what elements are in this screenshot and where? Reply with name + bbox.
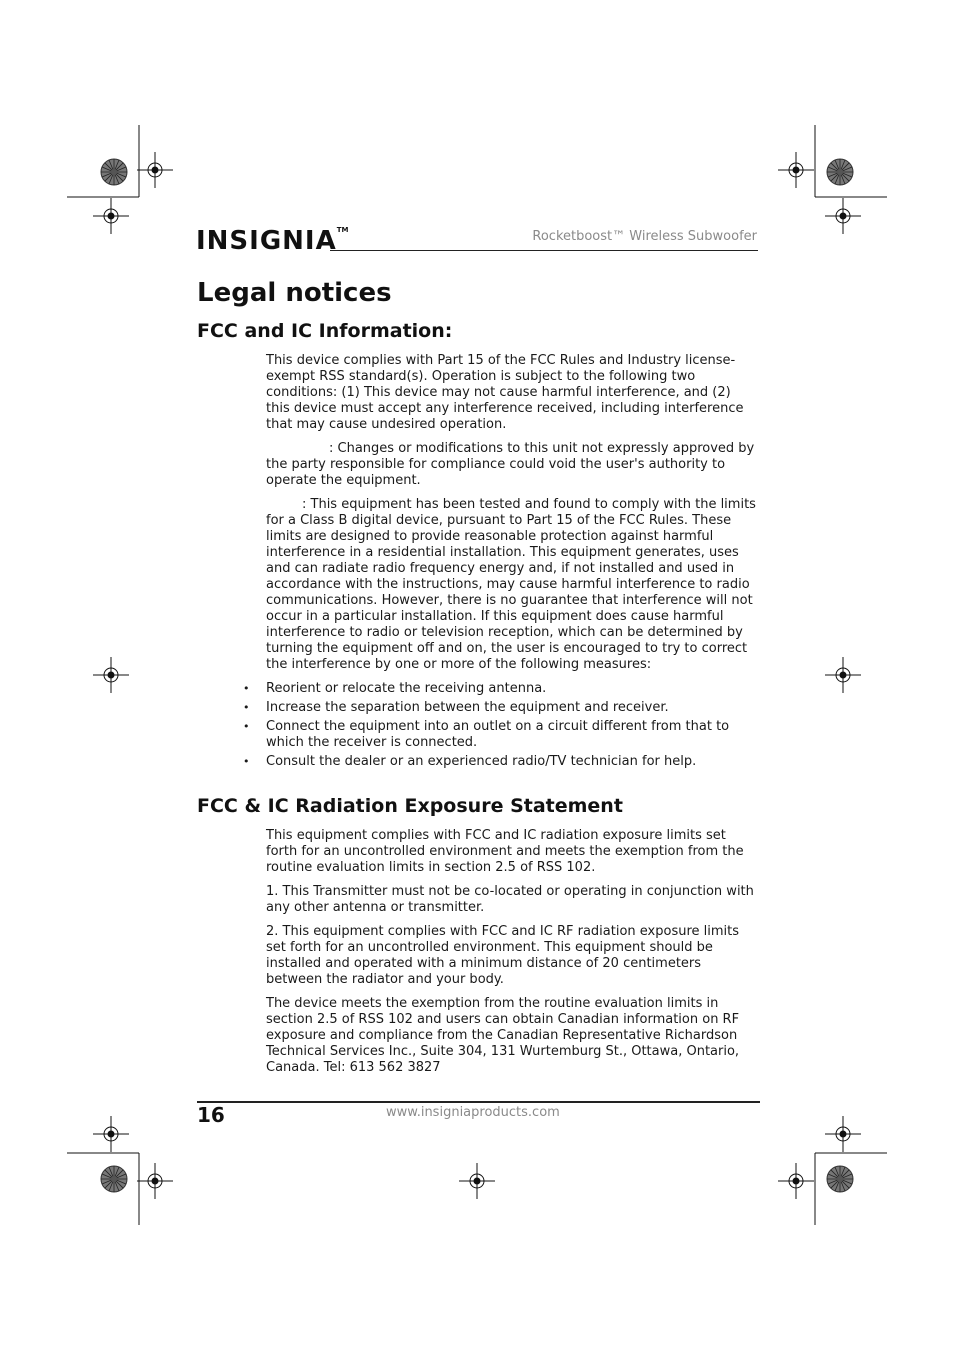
color-wheel-icon bbox=[101, 1166, 127, 1192]
paragraph-text: : Changes or modifications to this unit not expressly approved by the party responsible for compliance could void the user's authority to operate the equipment. bbox=[266, 441, 755, 488]
registration-mark-icon bbox=[778, 1163, 814, 1199]
registration-mark-icon bbox=[137, 1163, 173, 1199]
list-item: • Reorient or relocate the receiving antenna. bbox=[266, 681, 756, 697]
paragraph: 1. This Transmitter must not be co-located or operating in conjunction with any other antenna or transmitter. bbox=[266, 884, 754, 915]
paragraph: This device complies with Part 15 of the FCC Rules and Industry license-exempt RSS standard(s). Operation is subject to the following two conditions: (1) This device may not cause harmful interference, and (2) this device must accept any interference received, including interference that may cause undesired operation. bbox=[266, 353, 744, 432]
list-item: • Consult the dealer or an experienced radio/TV technician for help. bbox=[266, 754, 756, 770]
paragraph: 2. This equipment complies with FCC and IC RF radiation exposure limits set forth for an uncontrolled environment. This equipment should be installed and operated with a minimum distance of 20 centimeters between the radiator and your body. bbox=[266, 924, 740, 987]
logo-text: INSIGNIA bbox=[196, 226, 337, 256]
registration-mark-icon bbox=[459, 1163, 495, 1199]
section-heading-fcc-ic-information: FCC and IC Information: bbox=[197, 320, 453, 342]
paragraph: This equipment complies with FCC and IC radiation exposure limits set forth for an uncontrolled environment and meets the exemption from the routine evaluation limits in section 2.5 of RSS 102. bbox=[266, 828, 744, 875]
registration-mark-icon bbox=[825, 198, 861, 234]
color-wheel-icon bbox=[827, 1166, 853, 1192]
paragraph-text: : This equipment has been tested and found to comply with the limits for a Class B digital device, pursuant to Part 15 of the FCC Rules. These limits are designed to provide reasonable protection against harmful interference in a residential installation. This equipment generates, uses and can radiate radio frequency energy and, if not installed and used in accordance with the instructions, may cause harmful interference to radio communications. However, there is no guarantee that interference will not occur in a particular installation. If this equipment does cause harmful interference to radio or television reception, which can be determined by turning the equipment off and on, the user is encouraged to try to correct the interference by one or more of the following measures: bbox=[266, 497, 756, 672]
registration-mark-icon bbox=[93, 198, 129, 234]
paragraph: The device meets the exemption from the routine evaluation limits in section 2.5 of RSS 102 and users can obtain Canadian information on RF exposure and compliance from the Canadian Representative Richardson Technical Services Inc., Suite 304, 131 Wurtemburg St., Ottawa, Ontario, Canada. Tel: 613 562 3827 bbox=[266, 996, 740, 1075]
page-number: 16 bbox=[197, 1103, 225, 1127]
registration-mark-icon bbox=[93, 1116, 129, 1152]
registration-mark-icon bbox=[778, 152, 814, 188]
header-rule bbox=[330, 250, 758, 251]
list-item: • Increase the separation between the equipment and receiver. bbox=[266, 700, 756, 716]
color-wheel-icon bbox=[101, 159, 127, 185]
list-item: • Connect the equipment into an outlet on a circuit different from that to which the receiver is connected. bbox=[266, 719, 756, 751]
footer-url: www.insigniaproducts.com bbox=[386, 1105, 560, 1120]
registration-mark-icon bbox=[93, 657, 129, 693]
measures-list bbox=[266, 681, 756, 770]
registration-mark-icon bbox=[137, 152, 173, 188]
footer-rule bbox=[197, 1101, 760, 1103]
color-wheel-icon bbox=[827, 159, 853, 185]
logo-trademark: TM bbox=[336, 226, 349, 234]
page-title: Legal notices bbox=[197, 278, 392, 308]
registration-mark-icon bbox=[825, 1116, 861, 1152]
section-body-fcc-ic-information bbox=[266, 353, 756, 773]
section-body-radiation-exposure bbox=[266, 828, 756, 1084]
product-title: Rocketboost™ Wireless Subwoofer bbox=[532, 229, 757, 244]
paragraph bbox=[266, 497, 756, 673]
paragraph bbox=[266, 441, 756, 489]
registration-mark-icon bbox=[825, 657, 861, 693]
section-heading-radiation-exposure: FCC & IC Radiation Exposure Statement bbox=[197, 795, 623, 817]
insignia-logo bbox=[196, 226, 348, 256]
